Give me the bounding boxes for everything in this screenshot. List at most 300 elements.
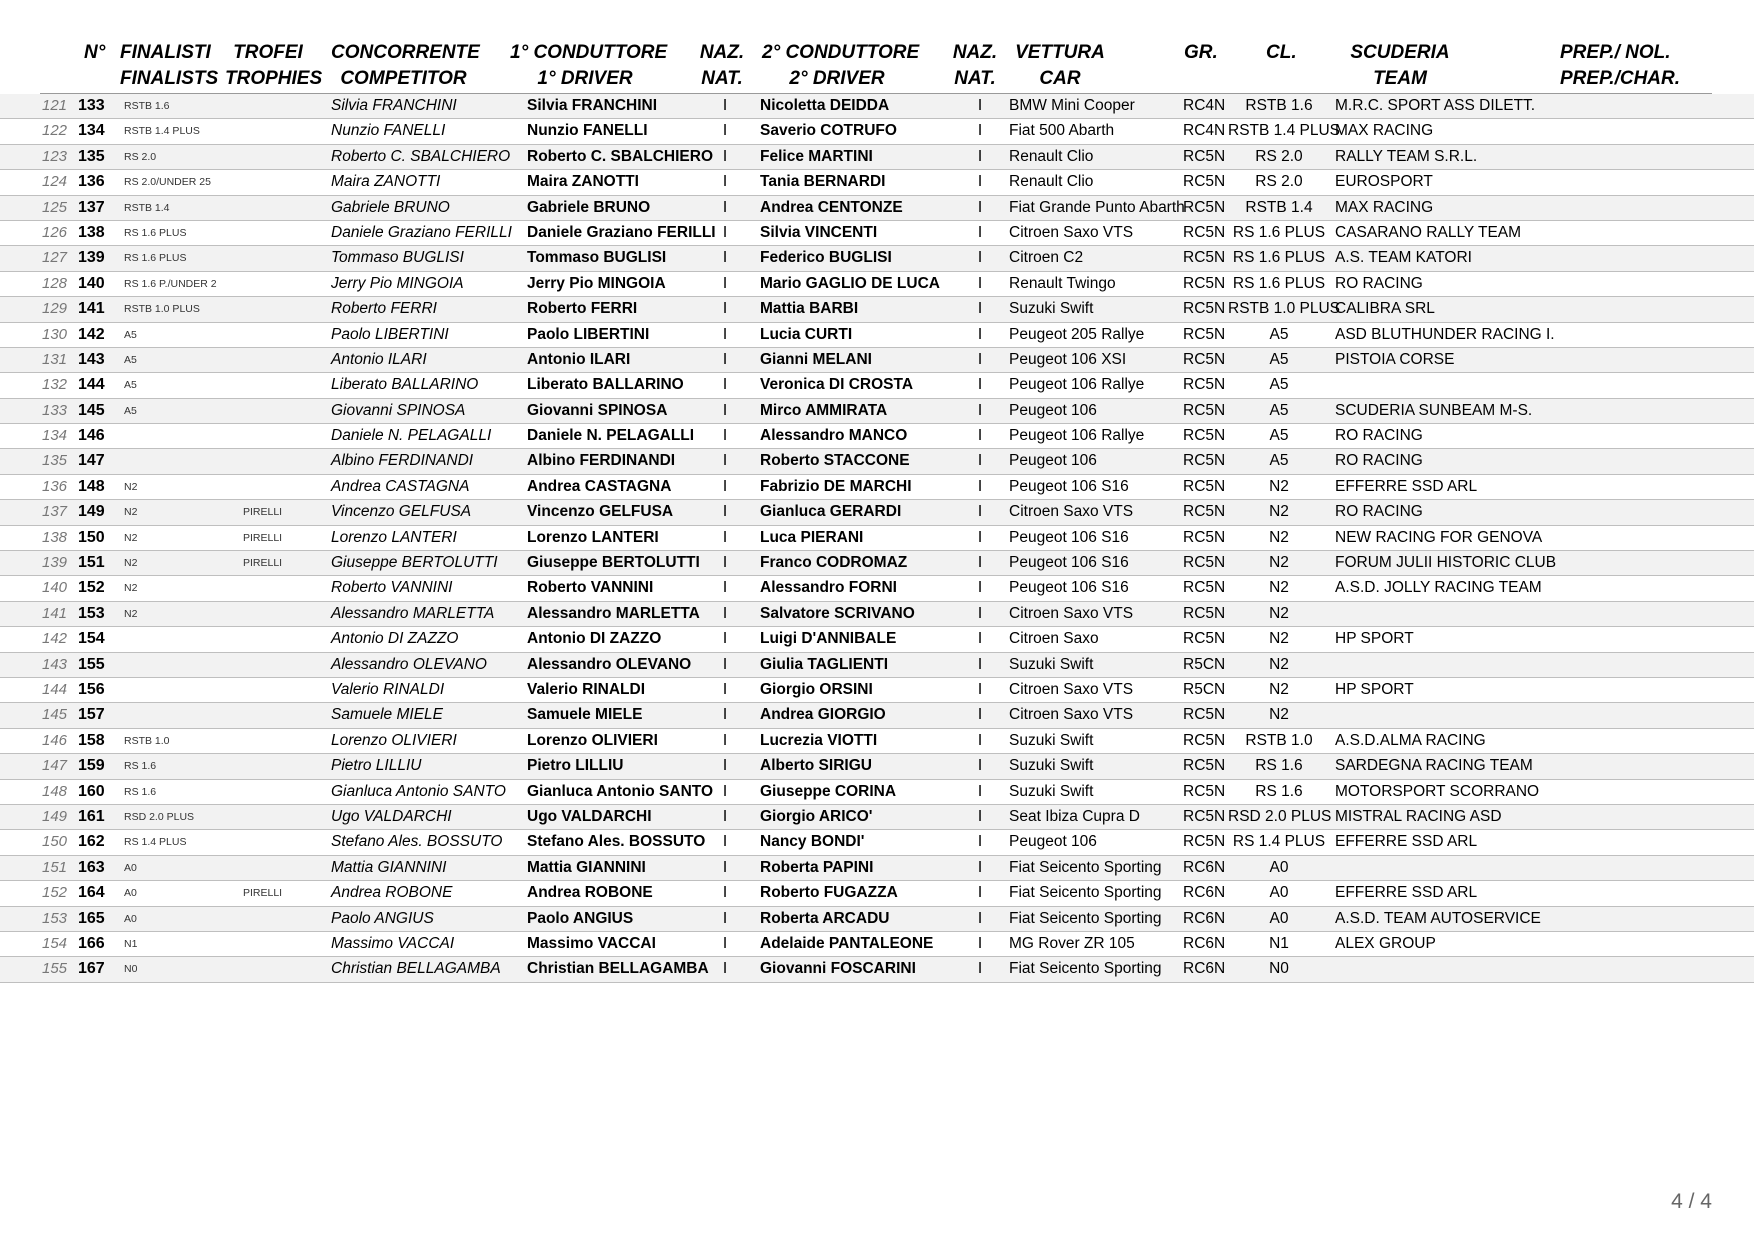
class-cell: N2 [1269, 554, 1289, 572]
header-no [84, 40, 105, 66]
first-driver-cell: Albino FERDINANDI [527, 452, 676, 470]
first-driver-nationality-cell: I [722, 147, 728, 165]
finalist-class-cell: RS 1.6 P./UNDER 2 [124, 277, 217, 290]
group-cell: RC6N [1183, 909, 1226, 927]
car-number-cell: 146 [78, 427, 105, 445]
row-index-cell: 132 [42, 376, 68, 394]
first-driver-nationality-cell: I [722, 427, 728, 445]
team-cell: A.S. TEAM KATORI [1335, 249, 1472, 267]
header-prep-l2: PREP./CHAR. [1560, 68, 1681, 89]
second-driver-cell: Franco CODROMAZ [760, 554, 908, 572]
table-row [0, 830, 1754, 855]
row-index-cell: 142 [42, 630, 68, 648]
second-driver-cell: Adelaide PANTALEONE [760, 934, 934, 952]
team-cell: FORUM JULII HISTORIC CLUB [1335, 554, 1557, 572]
car-model-cell: Suzuki Swift [1009, 782, 1094, 800]
car-model-cell: Citroen Saxo VTS [1009, 706, 1134, 724]
competitor-cell: Lorenzo LANTERI [331, 528, 457, 546]
second-driver-nationality-cell: I [977, 452, 983, 470]
header-driver1-l1: 1° CONDUTTORE [510, 42, 668, 63]
table-row [0, 119, 1754, 144]
finalist-class-cell: A5 [124, 353, 137, 366]
team-cell: CALIBRA SRL [1335, 300, 1435, 318]
first-driver-cell: Silvia FRANCHINI [527, 97, 658, 114]
first-driver-nationality-cell: I [722, 452, 728, 470]
second-driver-nationality-cell: I [977, 630, 983, 648]
team-cell: ALEX GROUP [1335, 934, 1436, 952]
second-driver-cell: Felice MARTINI [760, 147, 873, 165]
group-cell: RC5N [1183, 198, 1226, 216]
second-driver-nationality-cell: I [977, 884, 983, 902]
table-row [0, 348, 1754, 373]
competitor-cell: Maira ZANOTTI [331, 173, 441, 191]
first-driver-nationality-cell: I [722, 223, 728, 241]
car-number-cell: 157 [78, 706, 105, 724]
group-cell: RC5N [1183, 427, 1226, 445]
header-trophies-l1: TROFEI [233, 42, 303, 63]
group-cell: RC5N [1183, 706, 1226, 724]
car-model-cell: Peugeot 106 Rallye [1009, 427, 1145, 445]
first-driver-cell: Giovanni SPINOSA [527, 401, 668, 419]
second-driver-cell: Veronica DI CROSTA [760, 376, 914, 394]
header-finalists-l2: FINALISTS [120, 68, 219, 89]
table-row [0, 399, 1754, 424]
group-cell: RC5N [1183, 528, 1226, 546]
class-cell: N2 [1269, 630, 1289, 648]
first-driver-nationality-cell: I [722, 960, 728, 978]
competitor-cell: Daniele Graziano FERILLI [331, 223, 512, 241]
row-index-cell: 153 [42, 909, 68, 927]
competitor-cell: Christian BELLAGAMBA [331, 960, 501, 978]
second-driver-nationality-cell: I [977, 97, 983, 114]
entry-table-body [0, 94, 1754, 983]
car-model-cell: Peugeot 106 [1009, 401, 1097, 419]
team-cell: HP SPORT [1335, 680, 1414, 698]
row-index-cell: 154 [42, 934, 68, 952]
second-driver-cell: Mattia BARBI [760, 300, 859, 318]
group-cell: RC5N [1183, 147, 1226, 165]
car-model-cell: Peugeot 205 Rallye [1009, 325, 1145, 343]
first-driver-cell: Samuele MIELE [527, 706, 643, 724]
competitor-cell: Massimo VACCAI [331, 934, 455, 952]
car-number-cell: 139 [78, 249, 105, 267]
team-cell: EFFERRE SSD ARL [1335, 477, 1478, 495]
header-trophies [225, 40, 323, 92]
first-driver-cell: Alessandro OLEVANO [527, 655, 692, 673]
car-number-cell: 161 [78, 807, 105, 825]
second-driver-nationality-cell: I [977, 223, 983, 241]
second-driver-nationality-cell: I [977, 680, 983, 698]
class-cell: A0 [1269, 858, 1289, 876]
header-driver1 [510, 40, 668, 92]
car-number-cell: 137 [78, 198, 105, 216]
car-number-cell: 163 [78, 858, 105, 876]
team-cell: MAX RACING [1335, 122, 1434, 140]
header-driver1-l2: 1° DRIVER [537, 68, 633, 89]
second-driver-cell: Salvatore SCRIVANO [760, 604, 915, 622]
first-driver-nationality-cell: I [722, 807, 728, 825]
car-model-cell: Peugeot 106 [1009, 833, 1097, 851]
car-number-cell: 149 [78, 503, 105, 521]
header-finalists [120, 40, 218, 92]
second-driver-cell: Giuseppe CORINA [760, 782, 897, 800]
finalist-class-cell: N0 [124, 963, 138, 976]
second-driver-nationality-cell: I [977, 807, 983, 825]
table-row [0, 94, 1754, 119]
finalist-class-cell: RSTB 1.4 PLUS [124, 125, 200, 138]
row-index-cell: 151 [42, 858, 68, 876]
first-driver-nationality-cell: I [722, 782, 728, 800]
competitor-cell: Giovanni SPINOSA [331, 401, 466, 419]
competitor-cell: Antonio DI ZAZZO [331, 630, 459, 648]
group-cell: RC5N [1183, 579, 1226, 597]
first-driver-cell: Daniele Graziano FERILLI [527, 223, 716, 241]
second-driver-cell: Andrea GIORGIO [760, 706, 886, 724]
competitor-cell: Andrea CASTAGNA [331, 477, 470, 495]
header-group [1184, 40, 1218, 66]
class-cell: RSTB 1.6 [1245, 97, 1313, 114]
table-row [0, 373, 1754, 398]
first-driver-nationality-cell: I [722, 528, 728, 546]
second-driver-nationality-cell: I [977, 350, 983, 368]
table-row [0, 246, 1754, 271]
car-model-cell: Citroen Saxo VTS [1009, 604, 1134, 622]
finalist-class-cell: A0 [124, 861, 137, 874]
header-team [1340, 40, 1460, 92]
row-index-cell: 125 [42, 198, 68, 216]
header-prep-l1: PREP./ NOL. [1560, 42, 1671, 63]
first-driver-cell: Ugo VALDARCHI [527, 807, 652, 825]
second-driver-nationality-cell: I [977, 731, 983, 749]
second-driver-cell: Lucrezia VIOTTI [760, 731, 878, 749]
team-cell: MOTORSPORT SCORRANO [1335, 782, 1540, 800]
table-row [0, 957, 1754, 982]
competitor-cell: Vincenzo GELFUSA [331, 503, 472, 521]
finalist-class-cell: N2 [124, 582, 138, 595]
first-driver-nationality-cell: I [722, 858, 728, 876]
team-cell: MISTRAL RACING ASD [1335, 807, 1502, 825]
second-driver-nationality-cell: I [977, 782, 983, 800]
car-model-cell: Citroen C2 [1009, 249, 1084, 267]
row-index-cell: 149 [42, 807, 68, 825]
header-group-l1: GR. [1184, 42, 1218, 63]
car-model-cell: Fiat Seicento Sporting [1009, 909, 1162, 927]
row-index-cell: 144 [42, 680, 68, 698]
class-cell: A5 [1269, 376, 1289, 394]
car-model-cell: Citroen Saxo VTS [1009, 680, 1134, 698]
class-cell: N2 [1269, 503, 1289, 521]
team-cell: A.S.D.ALMA RACING [1335, 731, 1486, 749]
row-index-cell: 131 [42, 350, 68, 368]
table-row [0, 323, 1754, 348]
first-driver-nationality-cell: I [722, 909, 728, 927]
first-driver-nationality-cell: I [722, 884, 728, 902]
table-row [0, 297, 1754, 322]
team-cell: RALLY TEAM S.R.L. [1335, 147, 1478, 165]
first-driver-cell: Andrea ROBONE [527, 884, 653, 902]
class-cell: A5 [1269, 401, 1289, 419]
competitor-cell: Silvia FRANCHINI [331, 97, 457, 114]
car-model-cell: Suzuki Swift [1009, 655, 1094, 673]
second-driver-nationality-cell: I [977, 198, 983, 216]
car-number-cell: 142 [78, 325, 105, 343]
group-cell: RC5N [1183, 300, 1226, 318]
group-cell: RC5N [1183, 376, 1226, 394]
first-driver-nationality-cell: I [722, 503, 728, 521]
finalist-class-cell: RS 2.0/UNDER 25 [124, 176, 211, 189]
header-nat2-l1: NAZ. [952, 42, 998, 63]
row-index-cell: 139 [42, 554, 68, 572]
car-model-cell: Fiat Seicento Sporting [1009, 960, 1162, 978]
row-index-cell: 147 [42, 757, 68, 775]
second-driver-nationality-cell: I [977, 960, 983, 978]
team-cell: SCUDERIA SUNBEAM M-S. [1335, 401, 1533, 419]
second-driver-nationality-cell: I [977, 833, 983, 851]
class-cell: N0 [1269, 960, 1289, 978]
first-driver-cell: Christian BELLAGAMBA [527, 960, 709, 978]
car-number-cell: 166 [78, 934, 105, 952]
row-index-cell: 136 [42, 477, 68, 495]
row-index-cell: 134 [42, 427, 68, 445]
finalist-class-cell: A5 [124, 404, 137, 417]
car-model-cell: Peugeot 106 S16 [1009, 554, 1129, 572]
first-driver-cell: Lorenzo OLIVIERI [527, 731, 658, 749]
car-number-cell: 162 [78, 833, 105, 851]
car-model-cell: BMW Mini Cooper [1009, 97, 1135, 114]
row-index-cell: 141 [42, 604, 68, 622]
car-number-cell: 151 [78, 554, 105, 572]
first-driver-cell: Roberto FERRI [527, 300, 638, 318]
first-driver-nationality-cell: I [722, 604, 728, 622]
finalist-class-cell: RS 1.6 [124, 785, 157, 798]
row-index-cell: 140 [42, 579, 68, 597]
competitor-cell: Roberto FERRI [331, 300, 437, 318]
table-row [0, 576, 1754, 601]
first-driver-cell: Maira ZANOTTI [527, 173, 639, 191]
trophy-cell: PIRELLI [243, 506, 283, 519]
row-index-cell: 135 [42, 452, 68, 470]
team-cell: RO RACING [1335, 274, 1423, 292]
finalist-class-cell: N1 [124, 937, 138, 950]
first-driver-nationality-cell: I [722, 198, 728, 216]
second-driver-cell: Roberto STACCONE [760, 452, 910, 470]
first-driver-nationality-cell: I [722, 630, 728, 648]
car-model-cell: Peugeot 106 S16 [1009, 528, 1129, 546]
table-row [0, 805, 1754, 830]
row-index-cell: 155 [42, 960, 68, 978]
group-cell: RC6N [1183, 858, 1226, 876]
header-prep [1560, 40, 1680, 92]
team-cell: MAX RACING [1335, 198, 1434, 216]
team-cell: EFFERRE SSD ARL [1335, 884, 1478, 902]
finalist-class-cell: A0 [124, 912, 137, 925]
team-cell: M.R.C. SPORT ASS DILETT. [1335, 97, 1536, 114]
first-driver-cell: Antonio ILARI [527, 350, 631, 368]
second-driver-cell: Luigi D'ANNIBALE [760, 630, 897, 648]
car-model-cell: Renault Clio [1009, 147, 1094, 165]
first-driver-nationality-cell: I [722, 680, 728, 698]
second-driver-cell: Silvia VINCENTI [760, 223, 878, 241]
first-driver-cell: Vincenzo GELFUSA [527, 503, 674, 521]
competitor-cell: Samuele MIELE [331, 706, 443, 724]
group-cell: RC5N [1183, 173, 1226, 191]
table-row [0, 754, 1754, 779]
second-driver-cell: Roberto FUGAZZA [760, 884, 898, 902]
car-model-cell: Peugeot 106 [1009, 452, 1097, 470]
car-number-cell: 141 [78, 300, 105, 318]
first-driver-cell: Paolo ANGIUS [527, 909, 634, 927]
table-row [0, 170, 1754, 195]
finalist-class-cell: RS 1.6 [124, 760, 157, 773]
row-index-cell: 124 [42, 173, 68, 191]
table-row [0, 856, 1754, 881]
header-nat1-l2: NAT. [701, 68, 743, 89]
row-index-cell: 121 [42, 97, 68, 114]
first-driver-cell: Pietro LILLIU [527, 757, 624, 775]
table-row [0, 475, 1754, 500]
class-cell: N2 [1269, 528, 1289, 546]
header-nat1-l1: NAZ. [699, 42, 745, 63]
first-driver-cell: Stefano Ales. BOSSUTO [527, 833, 706, 851]
group-cell: RC5N [1183, 249, 1226, 267]
group-cell: RC5N [1183, 401, 1226, 419]
first-driver-cell: Tommaso BUGLISI [527, 249, 667, 267]
competitor-cell: Andrea ROBONE [331, 884, 453, 902]
competitor-cell: Antonio ILARI [331, 350, 427, 368]
table-row [0, 729, 1754, 754]
second-driver-cell: Giorgio ARICO' [760, 807, 873, 825]
competitor-cell: Tommaso BUGLISI [331, 249, 464, 267]
group-cell: RC6N [1183, 934, 1226, 952]
competitor-cell: Alessandro OLEVANO [331, 655, 487, 673]
second-driver-nationality-cell: I [977, 757, 983, 775]
group-cell: RC6N [1183, 884, 1226, 902]
car-number-cell: 136 [78, 173, 105, 191]
car-number-cell: 156 [78, 680, 105, 698]
competitor-cell: Ugo VALDARCHI [331, 807, 452, 825]
car-model-cell: Renault Twingo [1009, 274, 1116, 292]
competitor-cell: Paolo ANGIUS [331, 909, 434, 927]
first-driver-cell: Gabriele BRUNO [527, 198, 651, 216]
finalist-class-cell: RSTB 1.6 [124, 100, 170, 112]
car-number-cell: 144 [78, 376, 105, 394]
car-number-cell: 153 [78, 604, 105, 622]
first-driver-cell: Daniele N. PELAGALLI [527, 427, 695, 445]
header-competitor [331, 40, 480, 92]
second-driver-cell: Andrea CENTONZE [760, 198, 903, 216]
second-driver-nationality-cell: I [977, 528, 983, 546]
header-no-l1: N° [84, 42, 106, 63]
first-driver-cell: Valerio RINALDI [527, 680, 645, 698]
class-cell: N2 [1269, 604, 1289, 622]
class-cell: RSTB 1.4 [1245, 198, 1313, 216]
car-model-cell: Peugeot 106 XSI [1009, 350, 1127, 368]
row-index-cell: 137 [42, 503, 68, 521]
car-number-cell: 152 [78, 579, 105, 597]
first-driver-cell: Gianluca Antonio SANTO [527, 782, 714, 800]
first-driver-nationality-cell: I [722, 173, 728, 191]
competitor-cell: Liberato BALLARINO [331, 376, 479, 394]
class-cell: RS 1.6 [1255, 782, 1303, 800]
table-row [0, 526, 1754, 551]
second-driver-nationality-cell: I [977, 427, 983, 445]
second-driver-cell: Nancy BONDI' [760, 833, 865, 851]
car-number-cell: 165 [78, 909, 105, 927]
car-number-cell: 147 [78, 452, 105, 470]
car-model-cell: MG Rover ZR 105 [1009, 934, 1135, 952]
competitor-cell: Albino FERDINANDI [331, 452, 474, 470]
finalist-class-cell: RSD 2.0 PLUS [124, 810, 195, 823]
group-cell: RC5N [1183, 223, 1226, 241]
header-finalists-l1: FINALISTI [120, 42, 211, 63]
second-driver-nationality-cell: I [977, 554, 983, 572]
row-index-cell: 127 [42, 249, 68, 267]
class-cell: N2 [1269, 579, 1289, 597]
finalist-class-cell: A5 [124, 379, 137, 392]
finalist-class-cell: N2 [124, 506, 138, 519]
car-number-cell: 135 [78, 147, 105, 165]
first-driver-cell: Jerry Pio MINGOIA [527, 274, 666, 292]
header-competitor-l1: CONCORRENTE [331, 42, 480, 63]
table-row [0, 424, 1754, 449]
second-driver-cell: Luca PIERANI [760, 528, 864, 546]
second-driver-cell: Roberta ARCADU [760, 909, 890, 927]
table-row [0, 449, 1754, 474]
car-model-cell: Seat Ibiza Cupra D [1009, 807, 1140, 825]
class-cell: RS 1.6 PLUS [1232, 223, 1326, 241]
row-index-cell: 130 [42, 325, 68, 343]
competitor-cell: Lorenzo OLIVIERI [331, 731, 457, 749]
row-index-cell: 148 [42, 782, 68, 800]
group-cell: RC4N [1183, 97, 1226, 114]
table-row [0, 627, 1754, 652]
second-driver-nationality-cell: I [977, 934, 983, 952]
header-team-l2: TEAM [1373, 68, 1427, 89]
first-driver-cell: Giuseppe BERTOLUTTI [527, 554, 700, 572]
first-driver-cell: Andrea CASTAGNA [527, 477, 672, 495]
car-model-cell: Fiat Seicento Sporting [1009, 858, 1162, 876]
table-row [0, 678, 1754, 703]
team-cell: HP SPORT [1335, 630, 1414, 648]
competitor-cell: Gabriele BRUNO [331, 198, 450, 216]
second-driver-cell: Nicoletta DEIDDA [760, 97, 890, 114]
second-driver-nationality-cell: I [977, 503, 983, 521]
second-driver-nationality-cell: I [977, 655, 983, 673]
team-cell: EFFERRE SSD ARL [1335, 833, 1478, 851]
competitor-cell: Pietro LILLIU [331, 757, 422, 775]
first-driver-cell: Lorenzo LANTERI [527, 528, 659, 546]
competitor-cell: Giuseppe BERTOLUTTI [331, 554, 498, 572]
car-model-cell: Renault Clio [1009, 173, 1094, 191]
car-model-cell: Peugeot 106 Rallye [1009, 376, 1145, 394]
second-driver-nationality-cell: I [977, 249, 983, 267]
trophy-cell: PIRELLI [243, 531, 283, 544]
second-driver-nationality-cell: I [977, 477, 983, 495]
table-row [0, 932, 1754, 957]
car-number-cell: 143 [78, 350, 105, 368]
header-class [1266, 40, 1297, 66]
first-driver-nationality-cell: I [722, 249, 728, 267]
table-row [0, 145, 1754, 170]
second-driver-cell: Alberto SIRIGU [760, 757, 872, 775]
header-driver2-l1: 2° CONDUTTORE [762, 42, 920, 63]
first-driver-cell: Antonio DI ZAZZO [527, 630, 662, 648]
second-driver-cell: Lucia CURTI [760, 325, 853, 343]
header-class-l1: CL. [1266, 42, 1297, 63]
group-cell: RC5N [1183, 350, 1226, 368]
row-index-cell: 133 [42, 401, 68, 419]
class-cell: RS 2.0 [1255, 147, 1303, 165]
